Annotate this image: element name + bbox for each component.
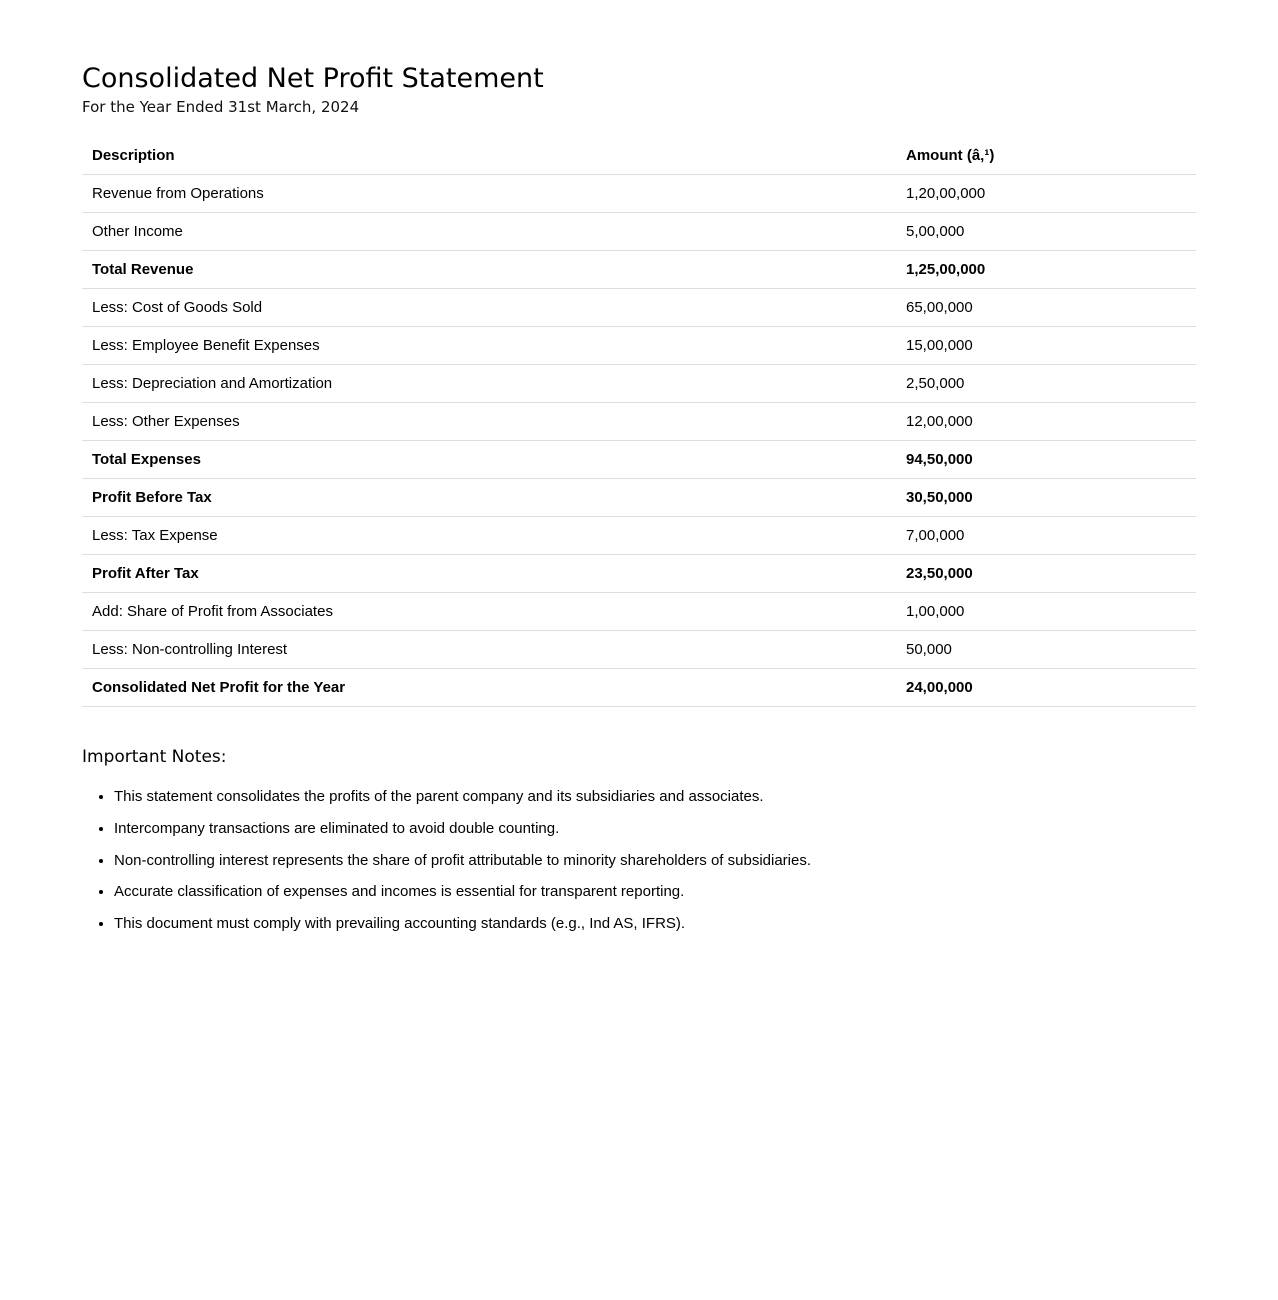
list-item: • This document must comply with prevailing accounting standards (e.g., Ind AS, IFRS). <box>114 913 1196 934</box>
row-description: Less: Tax Expense <box>82 517 896 555</box>
row-description: Profit Before Tax <box>82 479 896 517</box>
row-amount: 2,50,000 <box>896 365 1196 403</box>
row-description: Less: Employee Benefit Expenses <box>82 327 896 365</box>
table-row-profit-before-tax <box>82 479 1196 517</box>
table-row <box>82 327 1196 365</box>
table-row-total-revenue <box>82 251 1196 289</box>
row-description: Less: Other Expenses <box>82 403 896 441</box>
row-description: Less: Non-controlling Interest <box>82 631 896 669</box>
row-description: Less: Cost of Goods Sold <box>82 289 896 327</box>
column-header-amount: Amount (â‚¹) <box>896 136 1196 175</box>
table-row <box>82 175 1196 213</box>
table-row <box>82 289 1196 327</box>
row-amount: 1,20,00,000 <box>896 175 1196 213</box>
row-amount: 12,00,000 <box>896 403 1196 441</box>
row-description: Other Income <box>82 213 896 251</box>
row-description: Less: Depreciation and Amortization <box>82 365 896 403</box>
table-row <box>82 593 1196 631</box>
table-row-consolidated-net-profit <box>82 669 1196 707</box>
table-row <box>82 631 1196 669</box>
notes-list <box>82 786 1196 934</box>
column-header-description: Description <box>82 136 896 175</box>
row-amount: 7,00,000 <box>896 517 1196 555</box>
list-item: • Intercompany transactions are eliminated to avoid double counting. <box>114 818 1196 839</box>
table-row <box>82 517 1196 555</box>
row-amount: 24,00,000 <box>896 669 1196 707</box>
table-row-total-expenses <box>82 441 1196 479</box>
row-description: Add: Share of Profit from Associates <box>82 593 896 631</box>
table-header-row <box>82 136 1196 175</box>
table-row <box>82 213 1196 251</box>
page-subtitle: For the Year Ended 31st March, 2024 <box>82 98 360 116</box>
row-description: Total Revenue <box>82 251 896 289</box>
profit-statement-table <box>82 136 1196 707</box>
row-amount: 23,50,000 <box>896 555 1196 593</box>
row-amount: 1,25,00,000 <box>896 251 1196 289</box>
row-amount: 1,00,000 <box>896 593 1196 631</box>
list-item: • Accurate classification of expenses and incomes is essential for transparent reporting. <box>114 881 1196 902</box>
list-item: • Non-controlling interest represents the share of profit attributable to minority shareholders of subsidiaries. <box>114 850 1196 871</box>
table-row <box>82 365 1196 403</box>
notes-heading: Important Notes: <box>82 747 227 767</box>
row-amount: 50,000 <box>896 631 1196 669</box>
table-row-profit-after-tax <box>82 555 1196 593</box>
row-description: Total Expenses <box>82 441 896 479</box>
table-row <box>82 403 1196 441</box>
row-description: Revenue from Operations <box>82 175 896 213</box>
page-title: Consolidated Net Profit Statement <box>82 63 544 94</box>
row-description: Consolidated Net Profit for the Year <box>82 669 896 707</box>
row-amount: 5,00,000 <box>896 213 1196 251</box>
row-amount: 65,00,000 <box>896 289 1196 327</box>
row-amount: 15,00,000 <box>896 327 1196 365</box>
list-item: • This statement consolidates the profits of the parent company and its subsidiaries and associates. <box>114 786 1196 807</box>
row-amount: 94,50,000 <box>896 441 1196 479</box>
row-description: Profit After Tax <box>82 555 896 593</box>
row-amount: 30,50,000 <box>896 479 1196 517</box>
